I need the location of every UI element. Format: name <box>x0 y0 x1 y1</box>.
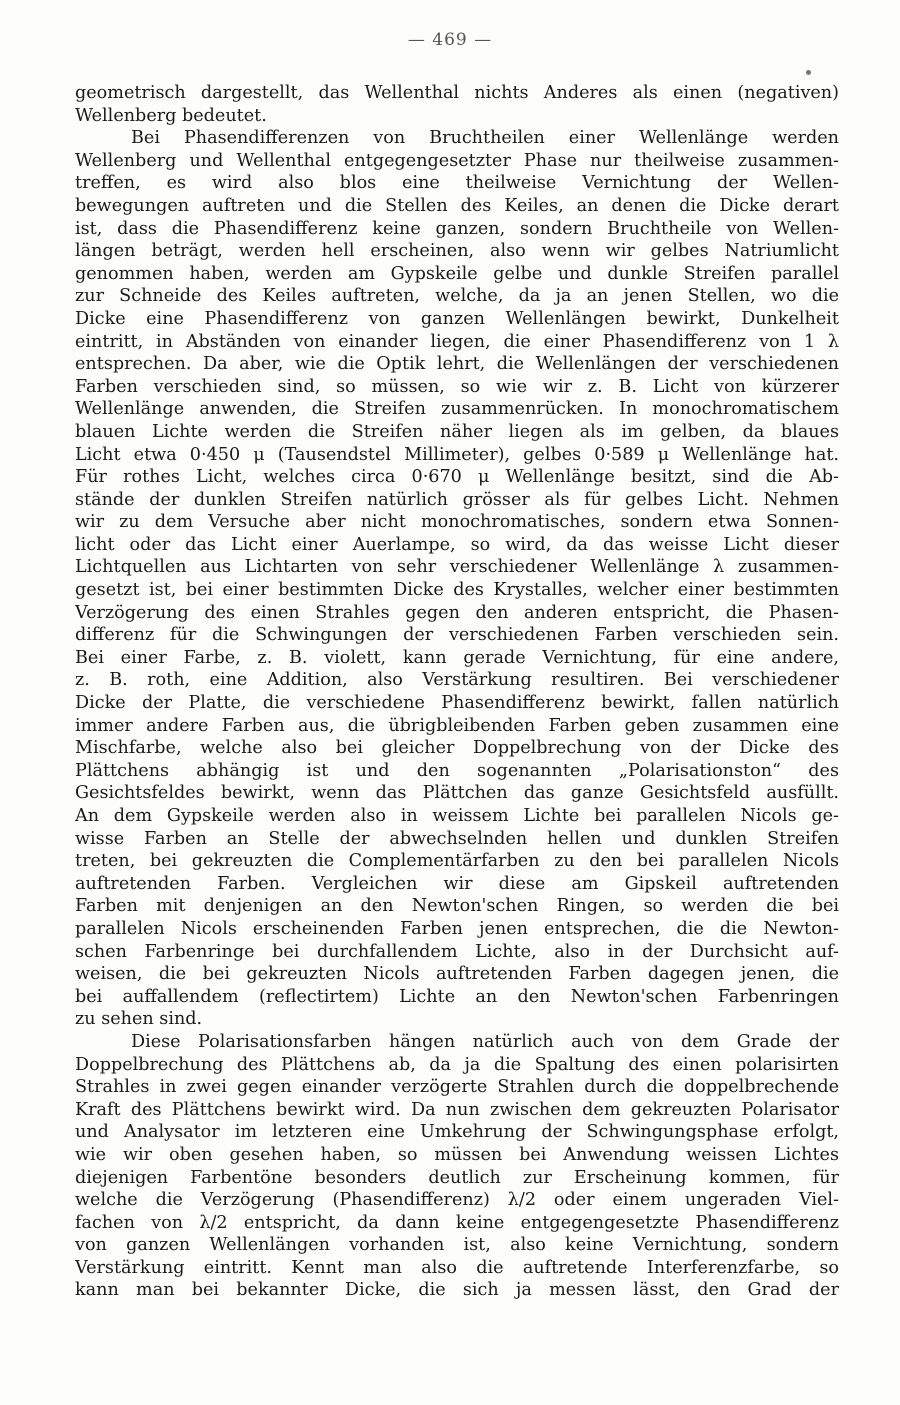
text-line: Wellenberg bedeutet. <box>75 105 267 126</box>
text-line: bewegungen auftreten und die Stellen des Keiles, an denen die Dicke derart <box>75 195 839 216</box>
text-line: Dicke eine Phasendifferenz von ganzen Wellenlängen bewirkt, Dunkelheit <box>75 308 839 329</box>
body-text <box>75 82 839 1302</box>
text-line: fachen von λ/2 entspricht, da dann keine entgegengesetzte Phasendifferenz <box>75 1212 839 1233</box>
text-line: schen Farbenringe bei durchfallendem Lichte, also in der Durchsicht auf- <box>75 941 839 962</box>
text-line: stände der dunklen Streifen natürlich grösser als für gelbes Licht. Nehmen <box>75 489 839 510</box>
text-line: z. B. roth, eine Addition, also Verstärkung resultiren. Bei verschiedener <box>75 670 839 691</box>
text-line: treffen, es wird also blos eine theilweise Vernichtung der Wellen- <box>75 173 839 194</box>
text-line: Wellenberg und Wellenthal entgegengesetzter Phase nur theilweise zusammen- <box>75 150 839 171</box>
text-line: licht oder das Licht einer Auerlampe, so wird, da das weisse Licht dieser <box>75 534 839 555</box>
text-line: Verstärkung eintritt. Kennt man also die auftretende Interferenzfarbe, so <box>75 1257 839 1278</box>
text-line: Gesichtsfeldes bewirkt, wenn das Plättchen das ganze Gesichtsfeld ausfüllt. <box>75 783 839 804</box>
text-line: treten, bei gekreuzten die Complementärfarben zu den bei parallelen Nicols <box>75 851 839 872</box>
text-line: Bei Phasendifferenzen von Bruchtheilen einer Wellenlänge werden <box>131 128 839 149</box>
text-line: blauen Lichte werden die Streifen näher liegen als im gelben, da blaues <box>75 421 839 442</box>
text-line: Farben verschieden sind, so müssen, so wie wir z. B. Licht von kürzerer <box>75 376 839 397</box>
text-line: Diese Polarisationsfarben hängen natürlich auch von dem Grade der <box>131 1031 839 1052</box>
text-line: wir zu dem Versuche aber nicht monochromatisches, sondern etwa Sonnen- <box>75 512 839 533</box>
text-line: diejenigen Farbentöne besonders deutlich zur Erscheinung kommen, für <box>75 1167 839 1188</box>
text-line: gesetzt ist, bei einer bestimmten Dicke des Krystalles, welcher einer bestimmten <box>75 580 839 601</box>
text-line: ist, dass die Phasendifferenz keine ganzen, sondern Bruchtheile von Wellen- <box>75 218 839 239</box>
text-line: Mischfarbe, welche also bei gleicher Doppelbrechung von der Dicke des <box>75 738 839 759</box>
text-line: Plättchens abhängig ist und den sogenannten „Polarisationston“ des <box>75 760 839 781</box>
text-line: wie wir oben gesehen haben, so müssen bei Anwendung weissen Lichtes <box>75 1144 839 1165</box>
text-line: von ganzen Wellenlängen vorhanden ist, also keine Vernichtung, sondern <box>75 1235 839 1256</box>
text-line: wisse Farben an Stelle der abwechselnden hellen und dunklen Streifen <box>75 828 839 849</box>
text-line: immer andere Farben aus, die übrigbleibenden Farben geben zusammen eine <box>75 715 839 736</box>
text-line: zu sehen sind. <box>75 1009 203 1030</box>
text-line: entsprechen. Da aber, wie die Optik lehrt, die Wellenlängen der verschiedenen <box>75 354 839 375</box>
text-line: Wellenlänge anwenden, die Streifen zusammenrücken. In monochromatischem <box>75 399 839 420</box>
text-line: zur Schneide des Keiles auftreten, welche, da ja an jenen Stellen, wo die <box>75 286 839 307</box>
text-line: An dem Gypskeile werden also in weissem Lichte bei parallelen Nicols ge- <box>75 806 839 826</box>
text-line: genommen haben, werden am Gypskeile gelbe und dunkle Streifen parallel <box>75 263 839 284</box>
text-line: parallelen Nicols erscheinenden Farben jenen entsprechen, die die Newton- <box>75 918 839 939</box>
text-line: Doppelbrechung des Plättchens ab, da ja die Spaltung des einen polarisirten <box>75 1054 839 1075</box>
text-line: eintritt, in Abständen von einander liegen, die einer Phasendifferenz von 1 λ <box>75 331 839 352</box>
text-line: Lichtquellen aus Lichtarten von sehr verschiedener Wellenlänge λ zusammen- <box>75 557 839 578</box>
text-line: auftretenden Farben. Vergleichen wir diese am Gipskeil auftretenden <box>75 873 839 894</box>
text-line: Farben mit denjenigen an den Newton'schen Ringen, so werden die bei <box>75 896 839 917</box>
text-line: Bei einer Farbe, z. B. violett, kann gerade Vernichtung, für eine andere, <box>75 647 839 668</box>
text-line: differenz für die Schwingungen der verschiedenen Farben verschieden sein. <box>75 625 839 646</box>
text-line: Für rothes Licht, welches circa 0·670 μ Wellenlänge besitzt, sind die Ab- <box>75 467 839 488</box>
text-line: kann man bei bekannter Dicke, die sich ja messen lässt, den Grad der <box>75 1280 839 1301</box>
text-line: Strahles in zwei gegen einander verzögerte Strahlen durch die doppelbrechende <box>75 1077 839 1098</box>
text-line: Dicke der Platte, die verschiedene Phasendifferenz bewirkt, fallen natürlich <box>75 693 839 714</box>
text-line: und Analysator im letzteren eine Umkehrung der Schwingungsphase erfolgt, <box>75 1122 839 1143</box>
ink-speck <box>806 70 811 75</box>
text-line: geometrisch dargestellt, das Wellenthal nichts Anderes als einen (negativen) <box>75 83 839 103</box>
text-line: Verzögerung des einen Strahles gegen den anderen entspricht, die Phasen- <box>75 602 839 623</box>
page-number: — 469 — <box>407 30 493 50</box>
text-line: weisen, die bei gekreuzten Nicols auftretenden Farben dagegen jenen, die <box>75 964 839 985</box>
text-line: Licht etwa 0·450 μ (Tausendstel Millimeter), gelbes 0·589 μ Wellenlänge hat. <box>75 444 839 465</box>
text-line: welche die Verzögerung (Phasendifferenz) λ/2 oder einem ungeraden Viel- <box>75 1190 839 1211</box>
text-line: längen beträgt, werden hell erscheinen, also wenn wir gelbes Natriumlicht <box>75 241 839 262</box>
text-line: bei auffallendem (reflectirtem) Lichte an den Newton'schen Farbenringen <box>75 986 839 1007</box>
text-line: Kraft des Plättchens bewirkt wird. Da nun zwischen dem gekreuzten Polarisator <box>75 1099 839 1120</box>
